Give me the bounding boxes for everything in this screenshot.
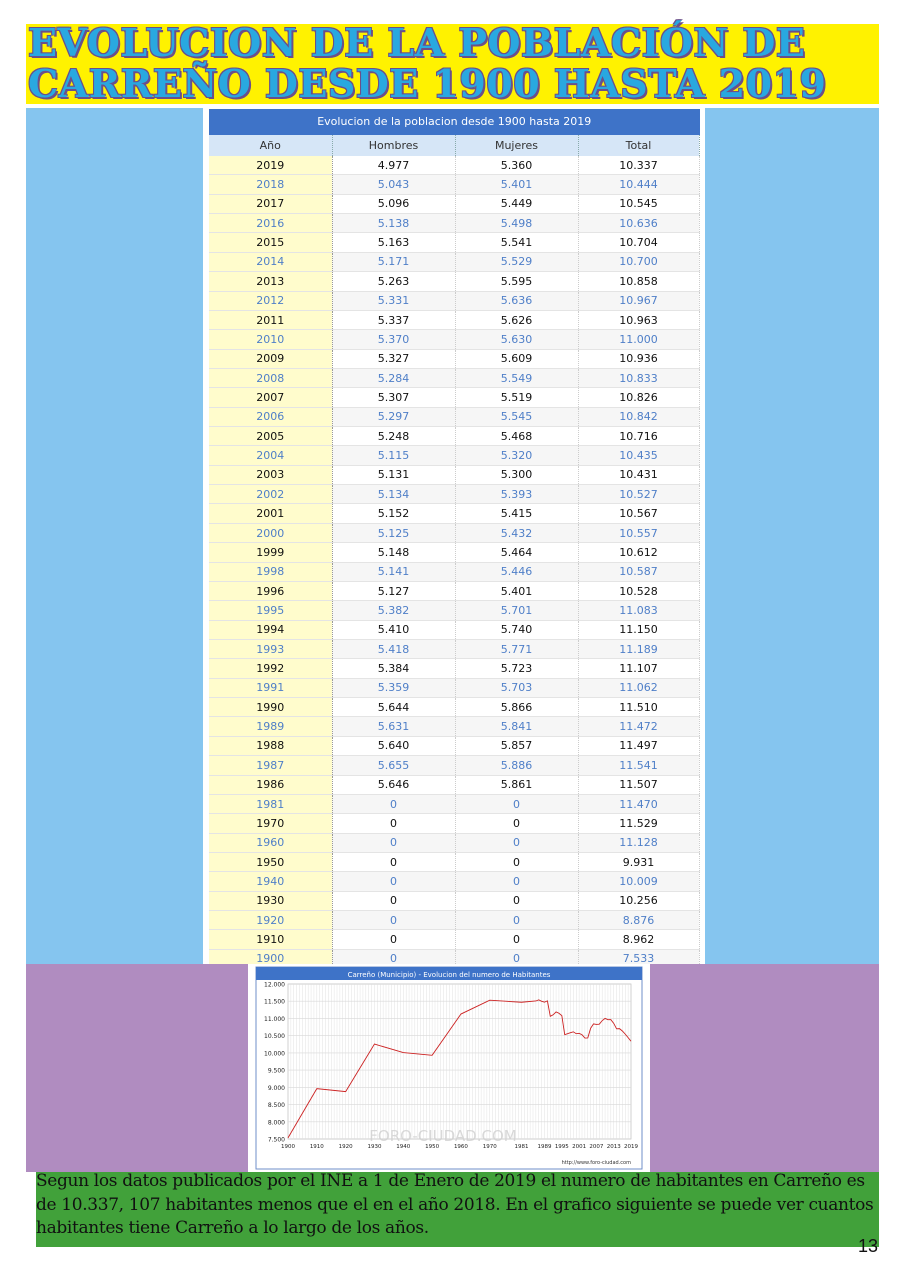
cell-year: 2014 bbox=[209, 252, 332, 271]
cell-year: 2002 bbox=[209, 485, 332, 504]
table-caption: Evolucion de la poblacion desde 1900 hasta 2019 bbox=[209, 109, 700, 135]
cell-men: 0 bbox=[332, 949, 455, 964]
cell-men: 5.263 bbox=[332, 272, 455, 291]
cell-women: 5.415 bbox=[455, 504, 578, 523]
chart-title: Carreño (Municipio) - Evolucion del numero de Habitantes bbox=[347, 971, 551, 979]
cell-women: 5.464 bbox=[455, 543, 578, 562]
chart-x-tick-label: 2001 bbox=[572, 1144, 587, 1150]
cell-women: 5.703 bbox=[455, 678, 578, 697]
cell-men: 5.248 bbox=[332, 427, 455, 446]
table-row bbox=[209, 156, 699, 175]
cell-women: 5.393 bbox=[455, 485, 578, 504]
cell-total: 11.062 bbox=[578, 678, 699, 697]
table-row bbox=[209, 833, 699, 852]
cell-year: 1992 bbox=[209, 659, 332, 678]
cell-year: 2017 bbox=[209, 194, 332, 213]
table-row bbox=[209, 485, 699, 504]
cell-year: 1940 bbox=[209, 872, 332, 891]
cell-men: 5.655 bbox=[332, 756, 455, 775]
cell-year: 1995 bbox=[209, 601, 332, 620]
cell-men: 5.127 bbox=[332, 581, 455, 600]
table-header-row bbox=[209, 135, 699, 156]
chart-x-tick-label: 2019 bbox=[624, 1144, 638, 1150]
cell-year: 1990 bbox=[209, 698, 332, 717]
cell-women: 0 bbox=[455, 891, 578, 910]
cell-total: 10.636 bbox=[578, 214, 699, 233]
cell-year: 1996 bbox=[209, 581, 332, 600]
cell-year: 1950 bbox=[209, 852, 332, 871]
cell-women: 0 bbox=[455, 833, 578, 852]
chart-y-tick-label: 10.500 bbox=[264, 1033, 285, 1041]
cell-men: 5.307 bbox=[332, 388, 455, 407]
cell-total: 10.567 bbox=[578, 504, 699, 523]
cell-year: 1993 bbox=[209, 639, 332, 658]
chart-y-tick-label: 9.500 bbox=[267, 1067, 285, 1075]
table-row bbox=[209, 388, 699, 407]
chart-y-tick-label: 8.000 bbox=[267, 1119, 285, 1127]
cell-total: 11.000 bbox=[578, 330, 699, 349]
cell-men: 5.631 bbox=[332, 717, 455, 736]
cell-total: 10.256 bbox=[578, 891, 699, 910]
cell-total: 10.612 bbox=[578, 543, 699, 562]
cell-total: 10.826 bbox=[578, 388, 699, 407]
chart-y-tick-label: 11.500 bbox=[264, 998, 285, 1006]
cell-women: 5.446 bbox=[455, 562, 578, 581]
cell-total: 11.507 bbox=[578, 775, 699, 794]
cell-total: 10.587 bbox=[578, 562, 699, 581]
table-row bbox=[209, 717, 699, 736]
cell-total: 10.435 bbox=[578, 446, 699, 465]
cell-year: 1999 bbox=[209, 543, 332, 562]
cell-year: 2008 bbox=[209, 368, 332, 387]
table-row bbox=[209, 214, 699, 233]
table-row bbox=[209, 678, 699, 697]
cell-total: 11.472 bbox=[578, 717, 699, 736]
population-chart bbox=[248, 964, 650, 1172]
chart-x-tick-label: 1960 bbox=[453, 1144, 468, 1150]
cell-women: 5.401 bbox=[455, 581, 578, 600]
table-row bbox=[209, 872, 699, 891]
cell-men: 0 bbox=[332, 852, 455, 871]
cell-women: 0 bbox=[455, 872, 578, 891]
cell-men: 5.171 bbox=[332, 252, 455, 271]
header-total: Total bbox=[578, 135, 699, 156]
table-row bbox=[209, 814, 699, 833]
chart-source: http://www.foro-ciudad.com bbox=[561, 1160, 631, 1166]
table-row bbox=[209, 543, 699, 562]
table-row bbox=[209, 639, 699, 658]
cell-total: 10.528 bbox=[578, 581, 699, 600]
cell-women: 5.549 bbox=[455, 368, 578, 387]
header-men: Hombres bbox=[332, 135, 455, 156]
cell-women: 5.857 bbox=[455, 736, 578, 755]
cell-year: 1981 bbox=[209, 794, 332, 813]
cell-total: 11.189 bbox=[578, 639, 699, 658]
table-row bbox=[209, 194, 699, 213]
cell-year: 1991 bbox=[209, 678, 332, 697]
cell-year: 2001 bbox=[209, 504, 332, 523]
cell-year: 1986 bbox=[209, 775, 332, 794]
chart-x-tick-label: 1900 bbox=[281, 1144, 295, 1150]
cell-women: 5.636 bbox=[455, 291, 578, 310]
cell-men: 5.125 bbox=[332, 523, 455, 542]
cell-year: 2013 bbox=[209, 272, 332, 291]
cell-total: 11.128 bbox=[578, 833, 699, 852]
table-row bbox=[209, 272, 699, 291]
table-row bbox=[209, 504, 699, 523]
cell-women: 5.360 bbox=[455, 156, 578, 175]
chart-x-tick-label: 2013 bbox=[606, 1144, 621, 1150]
cell-year: 2005 bbox=[209, 427, 332, 446]
cell-women: 5.723 bbox=[455, 659, 578, 678]
cell-total: 11.470 bbox=[578, 794, 699, 813]
cell-men: 4.977 bbox=[332, 156, 455, 175]
table-row bbox=[209, 601, 699, 620]
cell-total: 10.444 bbox=[578, 175, 699, 194]
table-body bbox=[209, 156, 699, 964]
chart-y-tick-label: 7.500 bbox=[267, 1136, 285, 1144]
table-row bbox=[209, 175, 699, 194]
cell-men: 5.418 bbox=[332, 639, 455, 658]
cell-women: 5.529 bbox=[455, 252, 578, 271]
cell-men: 0 bbox=[332, 833, 455, 852]
cell-women: 5.519 bbox=[455, 388, 578, 407]
cell-men: 0 bbox=[332, 814, 455, 833]
cell-men: 5.384 bbox=[332, 659, 455, 678]
chart-x-tick-label: 1970 bbox=[482, 1144, 497, 1150]
cell-men: 5.138 bbox=[332, 214, 455, 233]
chart-y-tick-label: 9.000 bbox=[267, 1084, 285, 1092]
table-row bbox=[209, 291, 699, 310]
cell-women: 5.300 bbox=[455, 465, 578, 484]
cell-women: 5.630 bbox=[455, 330, 578, 349]
cell-total: 9.931 bbox=[578, 852, 699, 871]
cell-year: 1930 bbox=[209, 891, 332, 910]
cell-women: 5.320 bbox=[455, 446, 578, 465]
cell-total: 11.083 bbox=[578, 601, 699, 620]
cell-total: 11.107 bbox=[578, 659, 699, 678]
chart-y-tick-label: 11.000 bbox=[264, 1015, 285, 1023]
cell-total: 10.716 bbox=[578, 427, 699, 446]
page-title: EVOLUCION DE LA POBLACIÓN DE CARREÑO DESDE 1900 HASTA 2019 bbox=[28, 20, 827, 106]
cell-total: 10.527 bbox=[578, 485, 699, 504]
cell-year: 1989 bbox=[209, 717, 332, 736]
table-row bbox=[209, 330, 699, 349]
cell-year: 2003 bbox=[209, 465, 332, 484]
cell-year: 2018 bbox=[209, 175, 332, 194]
cell-women: 0 bbox=[455, 930, 578, 949]
cell-total: 10.833 bbox=[578, 368, 699, 387]
chart-x-tick-label: 1940 bbox=[396, 1144, 411, 1150]
cell-men: 5.297 bbox=[332, 407, 455, 426]
cell-men: 5.134 bbox=[332, 485, 455, 504]
table-row bbox=[209, 581, 699, 600]
cell-year: 1900 bbox=[209, 949, 332, 964]
cell-year: 1960 bbox=[209, 833, 332, 852]
cell-year: 2011 bbox=[209, 310, 332, 329]
cell-women: 5.595 bbox=[455, 272, 578, 291]
cell-year: 1920 bbox=[209, 911, 332, 930]
cell-total: 10.858 bbox=[578, 272, 699, 291]
cell-total: 11.510 bbox=[578, 698, 699, 717]
cell-women: 5.841 bbox=[455, 717, 578, 736]
cell-total: 8.876 bbox=[578, 911, 699, 930]
cell-total: 8.962 bbox=[578, 930, 699, 949]
header-women: Mujeres bbox=[455, 135, 578, 156]
chart-x-tick-label: 1981 bbox=[514, 1144, 529, 1150]
table-row bbox=[209, 794, 699, 813]
cell-total: 10.009 bbox=[578, 872, 699, 891]
cell-year: 1970 bbox=[209, 814, 332, 833]
cell-women: 5.771 bbox=[455, 639, 578, 658]
cell-men: 0 bbox=[332, 891, 455, 910]
chart-x-tick-label: 1930 bbox=[367, 1144, 382, 1150]
table-row bbox=[209, 949, 699, 964]
cell-total: 10.842 bbox=[578, 407, 699, 426]
cell-men: 5.152 bbox=[332, 504, 455, 523]
cell-year: 2000 bbox=[209, 523, 332, 542]
table-row bbox=[209, 349, 699, 368]
cell-men: 5.370 bbox=[332, 330, 455, 349]
cell-men: 5.337 bbox=[332, 310, 455, 329]
chart-y-tick-label: 8.500 bbox=[267, 1102, 285, 1110]
cell-year: 1987 bbox=[209, 756, 332, 775]
cell-total: 10.557 bbox=[578, 523, 699, 542]
cell-men: 5.646 bbox=[332, 775, 455, 794]
cell-women: 5.866 bbox=[455, 698, 578, 717]
table-row bbox=[209, 659, 699, 678]
cell-men: 5.131 bbox=[332, 465, 455, 484]
table-row bbox=[209, 852, 699, 871]
cell-year: 1988 bbox=[209, 736, 332, 755]
table-row bbox=[209, 407, 699, 426]
table-row bbox=[209, 756, 699, 775]
cell-men: 5.284 bbox=[332, 368, 455, 387]
cell-total: 10.431 bbox=[578, 465, 699, 484]
cell-total: 10.337 bbox=[578, 156, 699, 175]
cell-women: 5.432 bbox=[455, 523, 578, 542]
table-row bbox=[209, 891, 699, 910]
cell-total: 10.704 bbox=[578, 233, 699, 252]
cell-women: 0 bbox=[455, 852, 578, 871]
cell-women: 0 bbox=[455, 794, 578, 813]
cell-total: 11.541 bbox=[578, 756, 699, 775]
cell-men: 0 bbox=[332, 794, 455, 813]
chart-x-tick-label: 1950 bbox=[425, 1144, 440, 1150]
chart-x-tick-label: 1989 bbox=[537, 1144, 552, 1150]
cell-year: 2015 bbox=[209, 233, 332, 252]
table-row bbox=[209, 233, 699, 252]
population-table bbox=[209, 109, 700, 964]
cell-year: 2006 bbox=[209, 407, 332, 426]
cell-total: 11.150 bbox=[578, 620, 699, 639]
cell-women: 0 bbox=[455, 814, 578, 833]
cell-year: 2009 bbox=[209, 349, 332, 368]
header-year: Año bbox=[209, 135, 332, 156]
cell-men: 5.327 bbox=[332, 349, 455, 368]
cell-year: 2016 bbox=[209, 214, 332, 233]
table-row bbox=[209, 911, 699, 930]
table-row bbox=[209, 736, 699, 755]
cell-total: 10.700 bbox=[578, 252, 699, 271]
cell-women: 5.498 bbox=[455, 214, 578, 233]
cell-women: 5.449 bbox=[455, 194, 578, 213]
cell-women: 5.740 bbox=[455, 620, 578, 639]
cell-women: 5.701 bbox=[455, 601, 578, 620]
cell-year: 1998 bbox=[209, 562, 332, 581]
cell-year: 1910 bbox=[209, 930, 332, 949]
cell-women: 5.886 bbox=[455, 756, 578, 775]
cell-men: 5.115 bbox=[332, 446, 455, 465]
cell-women: 5.861 bbox=[455, 775, 578, 794]
table-row bbox=[209, 446, 699, 465]
table-row bbox=[209, 698, 699, 717]
cell-women: 5.401 bbox=[455, 175, 578, 194]
cell-women: 5.626 bbox=[455, 310, 578, 329]
cell-women: 0 bbox=[455, 949, 578, 964]
cell-total: 11.497 bbox=[578, 736, 699, 755]
cell-year: 2010 bbox=[209, 330, 332, 349]
cell-men: 5.644 bbox=[332, 698, 455, 717]
summary-paragraph: Segun los datos publicados por el INE a 1 de Enero de 2019 el numero de habitantes en Carreño es de 10.337, 107 habitantes menos que el en el año 2018. En el grafico siguiente se puede ver cuantos habitantes tiene Carreño a lo largo de los años. bbox=[36, 1171, 874, 1238]
cell-year: 1994 bbox=[209, 620, 332, 639]
population-chart-svg bbox=[248, 964, 650, 1172]
cell-year: 2019 bbox=[209, 156, 332, 175]
table-row bbox=[209, 930, 699, 949]
table-row bbox=[209, 465, 699, 484]
table-row bbox=[209, 368, 699, 387]
population-table-panel bbox=[203, 108, 705, 964]
cell-women: 5.541 bbox=[455, 233, 578, 252]
table-row bbox=[209, 310, 699, 329]
cell-total: 10.967 bbox=[578, 291, 699, 310]
cell-total: 11.529 bbox=[578, 814, 699, 833]
cell-men: 5.096 bbox=[332, 194, 455, 213]
page-number: 13 bbox=[858, 1236, 879, 1256]
chart-x-tick-label: 1995 bbox=[554, 1144, 569, 1150]
cell-men: 5.331 bbox=[332, 291, 455, 310]
table-row bbox=[209, 523, 699, 542]
cell-year: 2012 bbox=[209, 291, 332, 310]
cell-men: 5.043 bbox=[332, 175, 455, 194]
cell-total: 10.936 bbox=[578, 349, 699, 368]
cell-women: 5.468 bbox=[455, 427, 578, 446]
chart-x-tick-label: 1910 bbox=[309, 1144, 324, 1150]
cell-men: 0 bbox=[332, 872, 455, 891]
cell-men: 5.148 bbox=[332, 543, 455, 562]
cell-men: 5.359 bbox=[332, 678, 455, 697]
cell-men: 0 bbox=[332, 911, 455, 930]
chart-y-tick-label: 10.000 bbox=[264, 1050, 285, 1058]
chart-watermark: FORO-CIUDAD.COM bbox=[369, 1127, 517, 1145]
chart-plot-area bbox=[288, 984, 631, 1139]
table-row bbox=[209, 775, 699, 794]
chart-y-tick-label: 12.000 bbox=[264, 981, 285, 989]
cell-year: 2007 bbox=[209, 388, 332, 407]
cell-total: 10.545 bbox=[578, 194, 699, 213]
cell-men: 5.410 bbox=[332, 620, 455, 639]
cell-men: 5.640 bbox=[332, 736, 455, 755]
cell-total: 7.533 bbox=[578, 949, 699, 964]
cell-total: 10.963 bbox=[578, 310, 699, 329]
cell-men: 0 bbox=[332, 930, 455, 949]
chart-x-tick-label: 2007 bbox=[589, 1144, 604, 1150]
cell-women: 0 bbox=[455, 911, 578, 930]
table-row bbox=[209, 252, 699, 271]
cell-men: 5.382 bbox=[332, 601, 455, 620]
table-row bbox=[209, 427, 699, 446]
chart-x-tick-label: 1920 bbox=[338, 1144, 353, 1150]
cell-year: 2004 bbox=[209, 446, 332, 465]
cell-men: 5.141 bbox=[332, 562, 455, 581]
table-row bbox=[209, 562, 699, 581]
cell-men: 5.163 bbox=[332, 233, 455, 252]
cell-women: 5.609 bbox=[455, 349, 578, 368]
table-row bbox=[209, 620, 699, 639]
cell-women: 5.545 bbox=[455, 407, 578, 426]
